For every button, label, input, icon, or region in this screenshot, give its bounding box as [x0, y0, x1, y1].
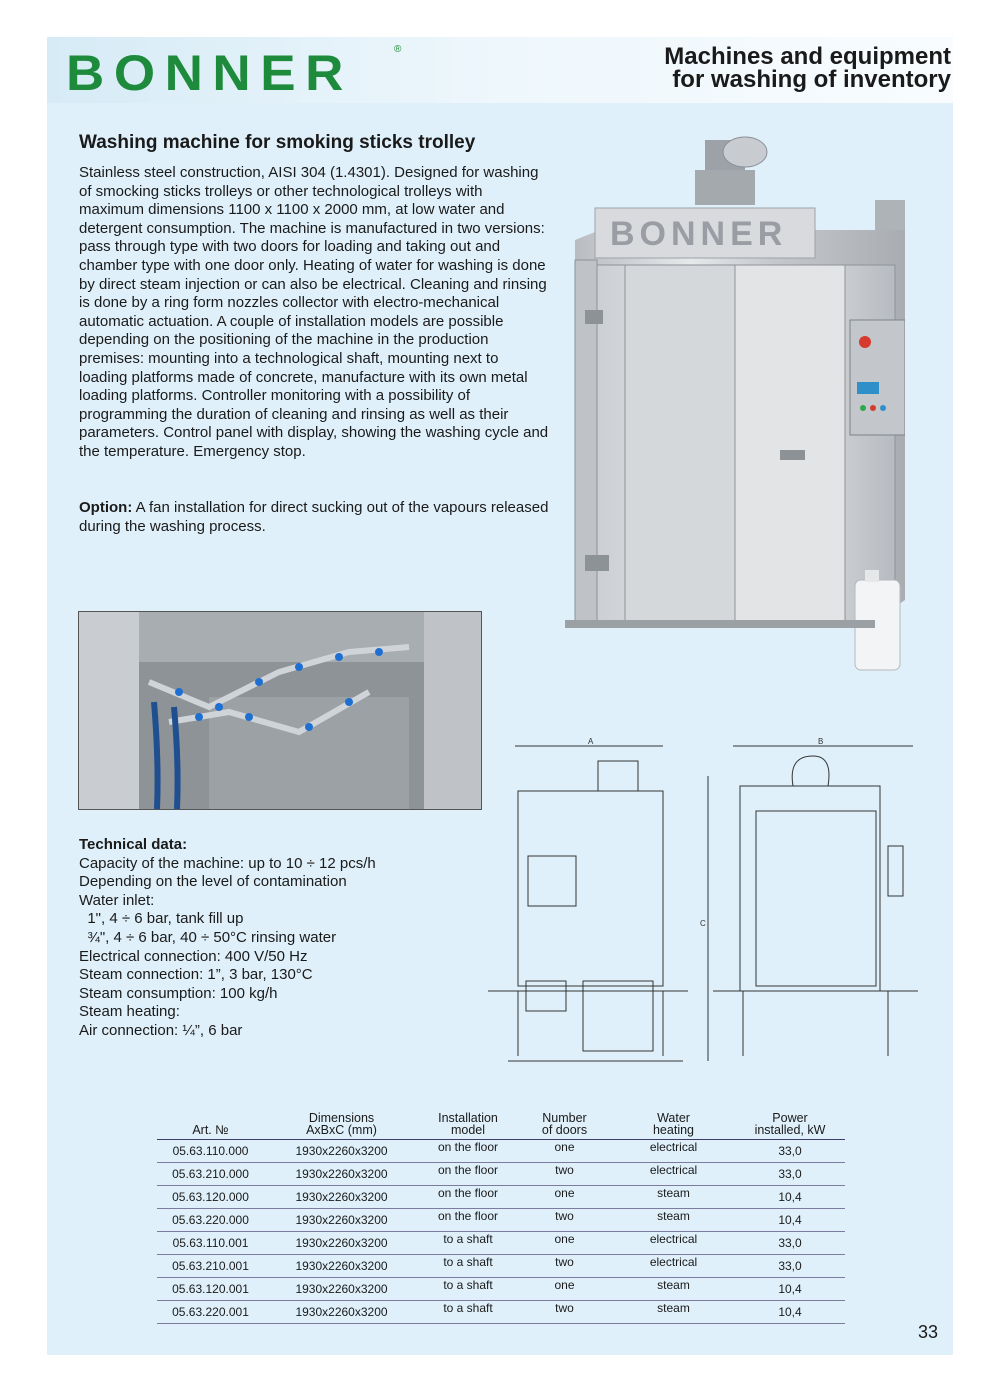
table-cell: 1930x2260x3200 [295, 1213, 388, 1227]
table-cell: steam [657, 1301, 690, 1315]
table-cell: 1930x2260x3200 [295, 1259, 388, 1273]
table-cell: two [555, 1209, 574, 1223]
table-cell: 05.63.220.000 [172, 1213, 249, 1227]
header-dimensions: Dimensions AxBxC (mm) [306, 1111, 377, 1137]
tech-line: ¾", 4 ÷ 6 bar, 40 ÷ 50°C rinsing water [79, 928, 337, 946]
table-row [157, 1301, 845, 1324]
table-cell: two [555, 1301, 574, 1315]
header-doors: Number of doors [541, 1111, 588, 1137]
table-cell: one [554, 1232, 575, 1246]
machine-logo: BONNER [610, 215, 788, 253]
tech-line: Capacity of the machine: up to 10 ÷ 12 pcs/h [79, 854, 376, 872]
table-row [157, 1140, 845, 1163]
table-cell: on the floor [437, 1140, 499, 1154]
table-cell: 33,0 [778, 1236, 802, 1250]
tech-line: Depending on the level of contamination [79, 873, 347, 891]
page-number: 33 [918, 1322, 939, 1342]
table-cell: two [555, 1255, 574, 1269]
table-cell: to a shaft [443, 1255, 493, 1269]
option-label: Option: [79, 499, 133, 516]
table-cell: on the floor [437, 1163, 499, 1177]
table-cell: 05.63.120.001 [172, 1282, 249, 1296]
table-row [157, 1209, 845, 1232]
table-cell: 05.63.220.001 [172, 1305, 249, 1319]
table-cell: 10,4 [778, 1305, 802, 1319]
title-line-2: for washing of inventory [672, 66, 951, 93]
table-row [157, 1232, 845, 1255]
table-cell: 05.63.210.000 [172, 1167, 249, 1181]
tech-line: Electrical connection: 400 V/50 Hz [79, 947, 308, 965]
table-cell: 1930x2260x3200 [295, 1236, 388, 1250]
option-text: A fan installation for direct sucking out of the vapours released during the washing process. [79, 499, 549, 535]
table-cell: two [555, 1163, 574, 1177]
table-cell: to a shaft [443, 1232, 493, 1246]
product-description: Stainless steel construction, AISI 304 (1.4301). Designed for washing of smocking sticks trolleys or other technological trolleys with maximum dimensions 1100 x 1100 x 2000 mm, at low water and detergent consumption. The machine is manufactured in two versions: pass through type with two doors for loading and taking out and chamber type with one door only. Heating of water for washing is done by direct steam injection or can also be electrical. Cleaning and rinsing is done by a ring form nozzles collector with electro-mechanical automatic actuation. A couple of installation models are possible depending on the positioning of the machine in the production premises: mounting into a technological shaft, mounting next to loading platforms made of concrete, manufacture with its own metal loading platforms. Controller monitoring with a possibility of programming the duration of cleaning and rinsing as well as their parameters. Control panel with display, showing the washing cycle and the temperature. Emergency stop. [79, 164, 549, 460]
table-cell: steam [657, 1209, 690, 1223]
header-installation: Installation model [438, 1111, 498, 1137]
table-cell: 1930x2260x3200 [295, 1282, 388, 1296]
table-cell: 10,4 [778, 1282, 802, 1296]
table-row [157, 1255, 845, 1278]
header-water-heating: Water heating [652, 1111, 694, 1137]
tech-line: Steam connection: 1”, 3 bar, 130°C [79, 966, 313, 984]
tech-line: 1", 4 ÷ 6 bar, tank fill up [79, 910, 244, 928]
table-cell: steam [657, 1186, 690, 1200]
technical-data [79, 836, 479, 1041]
title-line-1: Machines and equipment [664, 43, 951, 70]
logo-text: BONNER [66, 45, 353, 101]
technical-drawings [488, 736, 928, 1066]
header-power: Power installed, kW [754, 1111, 826, 1137]
table-cell: 05.63.210.001 [172, 1259, 249, 1273]
table-cell: 1930x2260x3200 [295, 1144, 388, 1158]
table-cell: steam [657, 1278, 690, 1292]
table-cell: to a shaft [443, 1278, 493, 1292]
technical-data-title: Technical data: [79, 836, 188, 853]
machine-photo [565, 130, 905, 678]
table-cell: 05.63.110.001 [172, 1236, 249, 1250]
tech-line: Steam heating: [79, 1003, 180, 1021]
table-cell: electrical [649, 1232, 698, 1246]
table-cell: 33,0 [778, 1259, 802, 1273]
table-row [157, 1163, 845, 1186]
table-cell: 10,4 [778, 1213, 802, 1227]
table-cell: 33,0 [778, 1167, 802, 1181]
tech-line: Water inlet: [79, 891, 155, 909]
table-row [157, 1186, 845, 1209]
table-cell: one [554, 1278, 575, 1292]
table-cell: 1930x2260x3200 [295, 1167, 388, 1181]
table-cell: on the floor [437, 1186, 499, 1200]
dimension-a-label: A [588, 737, 594, 746]
table-cell: to a shaft [443, 1301, 493, 1315]
table-cell: one [554, 1140, 575, 1154]
option-paragraph [79, 499, 549, 536]
table-cell: electrical [649, 1140, 698, 1154]
dimension-c-label: C [700, 919, 706, 928]
table-cell: 33,0 [778, 1144, 802, 1158]
table-cell: one [554, 1186, 575, 1200]
tech-line: Steam consumption: 100 kg/h [79, 984, 278, 1002]
table-cell: electrical [649, 1255, 698, 1269]
registered-mark: ® [394, 44, 402, 55]
table-cell: 05.63.110.000 [172, 1144, 249, 1158]
table-header-row [157, 1106, 845, 1140]
table-cell: on the floor [437, 1209, 499, 1223]
catalog-section-title [664, 45, 951, 91]
table-cell: 1930x2260x3200 [295, 1305, 388, 1319]
product-title: Washing machine for smoking sticks trolley [79, 132, 476, 153]
table-cell: 1930x2260x3200 [295, 1190, 388, 1204]
table-row [157, 1278, 845, 1301]
interior-photo [78, 611, 482, 810]
models-table [157, 1106, 845, 1324]
table-cell: 10,4 [778, 1190, 802, 1204]
table-cell: electrical [649, 1163, 698, 1177]
tech-line: Air connection: ¼”, 6 bar [79, 1021, 243, 1039]
table-cell: 05.63.120.000 [172, 1190, 249, 1204]
header-art-no: Art. № [192, 1123, 229, 1137]
bonner-logo [66, 44, 406, 101]
dimension-b-label: B [818, 737, 824, 746]
